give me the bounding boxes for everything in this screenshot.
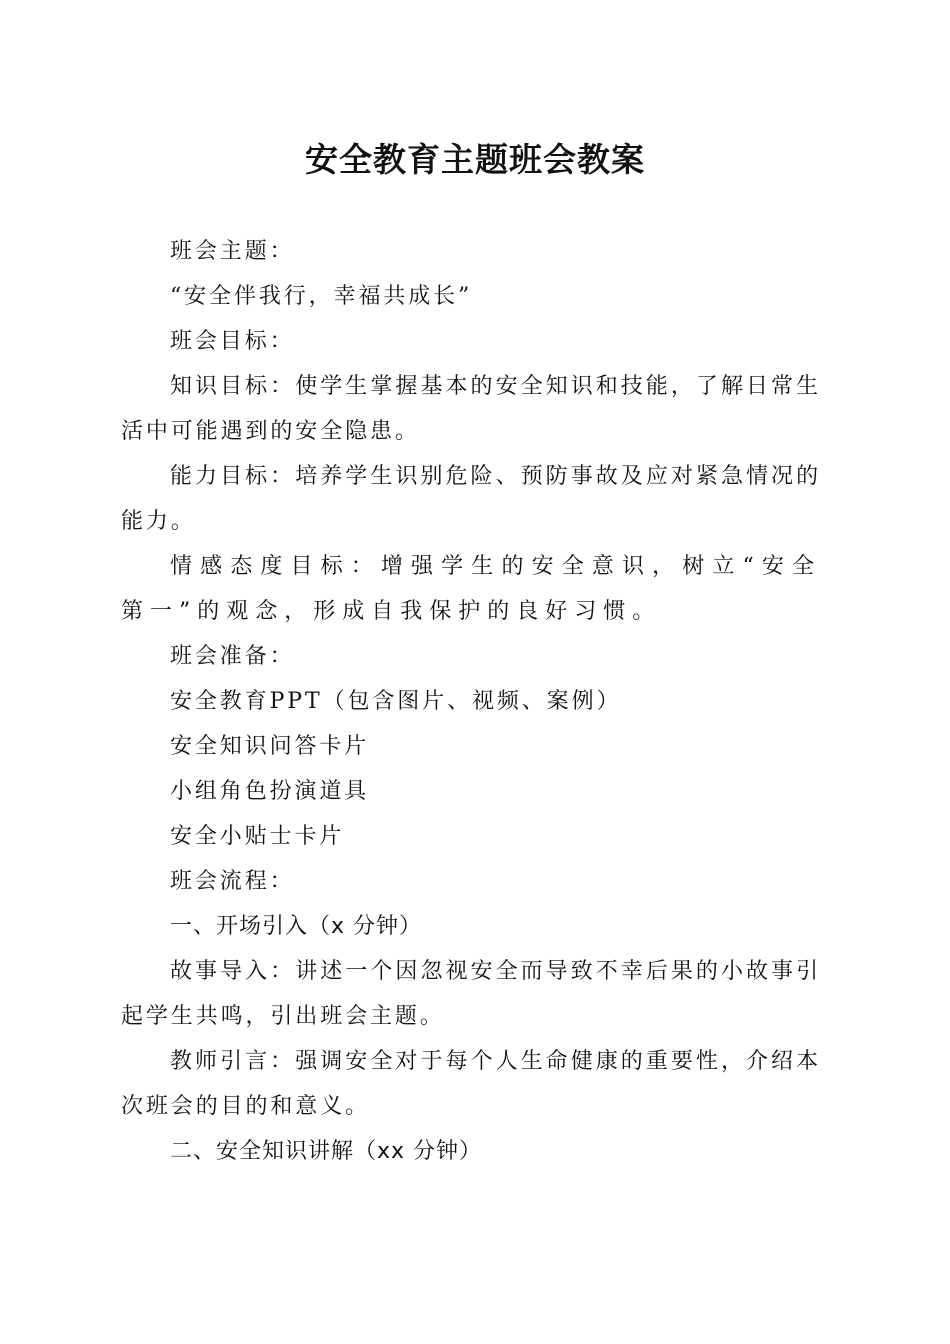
paragraph-story-intro: 故事导入：讲述一个因忽视安全而导致不幸后果的小故事引起学生共鸣，引出班会主题。 (121, 959, 821, 1029)
paragraph-process-label: 班会流程： (170, 869, 295, 894)
paragraph-ability-goal: 能力目标：培养学生识别危险、预防事故及应对紧急情况的能力。 (121, 464, 821, 534)
paragraph-prep-tips-cards: 安全小贴士卡片 (170, 824, 345, 849)
section-heading-opening: 一、开场引入（x 分钟） (170, 914, 423, 939)
paragraph-attitude-goal: 情感态度目标：增强学生的安全意识，树立“安全第一”的观念，形成自我保护的良好习惯。 (121, 554, 821, 624)
paragraph-knowledge-goal: 知识目标：使学生掌握基本的安全知识和技能，了解日常生活中可能遇到的安全隐患。 (121, 374, 821, 444)
document-body (121, 229, 821, 1174)
paragraph-preparation-label: 班会准备： (170, 644, 295, 669)
paragraph-prep-roleplay-props: 小组角色扮演道具 (170, 779, 370, 804)
paragraph-class-theme-label: 班会主题： (170, 239, 295, 264)
paragraph-prep-quiz-cards: 安全知识问答卡片 (170, 734, 370, 759)
document-title: 安全教育主题班会教案 (305, 140, 645, 179)
paragraph-class-theme: “安全伴我行，幸福共成长” (170, 284, 473, 309)
paragraph-teacher-intro: 教师引言：强调安全对于每个人生命健康的重要性，介绍本次班会的目的和意义。 (121, 1049, 821, 1119)
paragraph-prep-ppt: 安全教育PPT（包含图片、视频、案例） (170, 689, 622, 714)
section-heading-knowledge: 二、安全知识讲解（xx 分钟） (170, 1139, 483, 1164)
paragraph-class-goals-label: 班会目标： (170, 329, 295, 354)
